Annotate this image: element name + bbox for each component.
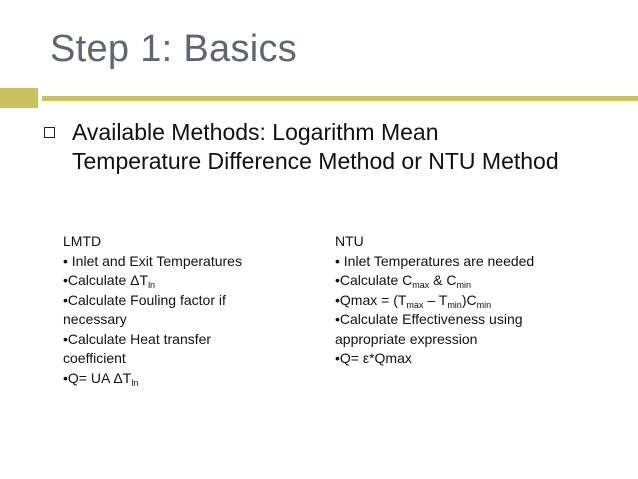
title-divider-line	[42, 96, 638, 101]
lmtd-item-4-cont: coefficient	[63, 350, 126, 366]
slide-title: Step 1: Basics	[50, 28, 298, 70]
lmtd-item-2: •Calculate $\Delta T_{ln}$	[63, 272, 156, 290]
ntu-item-4-cont: appropriate expression	[335, 330, 478, 347]
ntu-item-1: • Inlet Temperatures are needed	[335, 252, 535, 269]
lmtd-item-1: • Inlet and Exit Temperatures	[63, 252, 242, 269]
bullet-square-icon	[44, 127, 55, 138]
ntu-column	[335, 232, 595, 369]
ntu-item-2: •Calculate $C_{max}$ & $C_{min}$	[335, 272, 472, 290]
main-bullet-text: Available Methods: Logarithm Mean Temperature Difference Method or NTU Method	[72, 119, 559, 174]
lmtd-item-4: •Calculate Heat transfer	[63, 330, 212, 347]
ntu-item-4: •Calculate Effectiveness using	[335, 311, 523, 327]
lmtd-item-5: •Q= UA $\Delta T_{ln}$	[63, 369, 139, 388]
lmtd-header: LMTD	[63, 233, 102, 249]
title-accent-bar	[0, 88, 38, 108]
lmtd-item-3: •Calculate Fouling factor if	[63, 291, 226, 308]
lmtd-column	[63, 232, 303, 388]
ntu-item-3: •Qmax = $(T_{max} - T_{min})C_{min}$	[335, 291, 492, 310]
ntu-item-5: •Q= ε*Qmax	[335, 350, 412, 366]
ntu-header: NTU	[335, 233, 364, 249]
lmtd-item-3-cont: necessary	[63, 311, 127, 327]
